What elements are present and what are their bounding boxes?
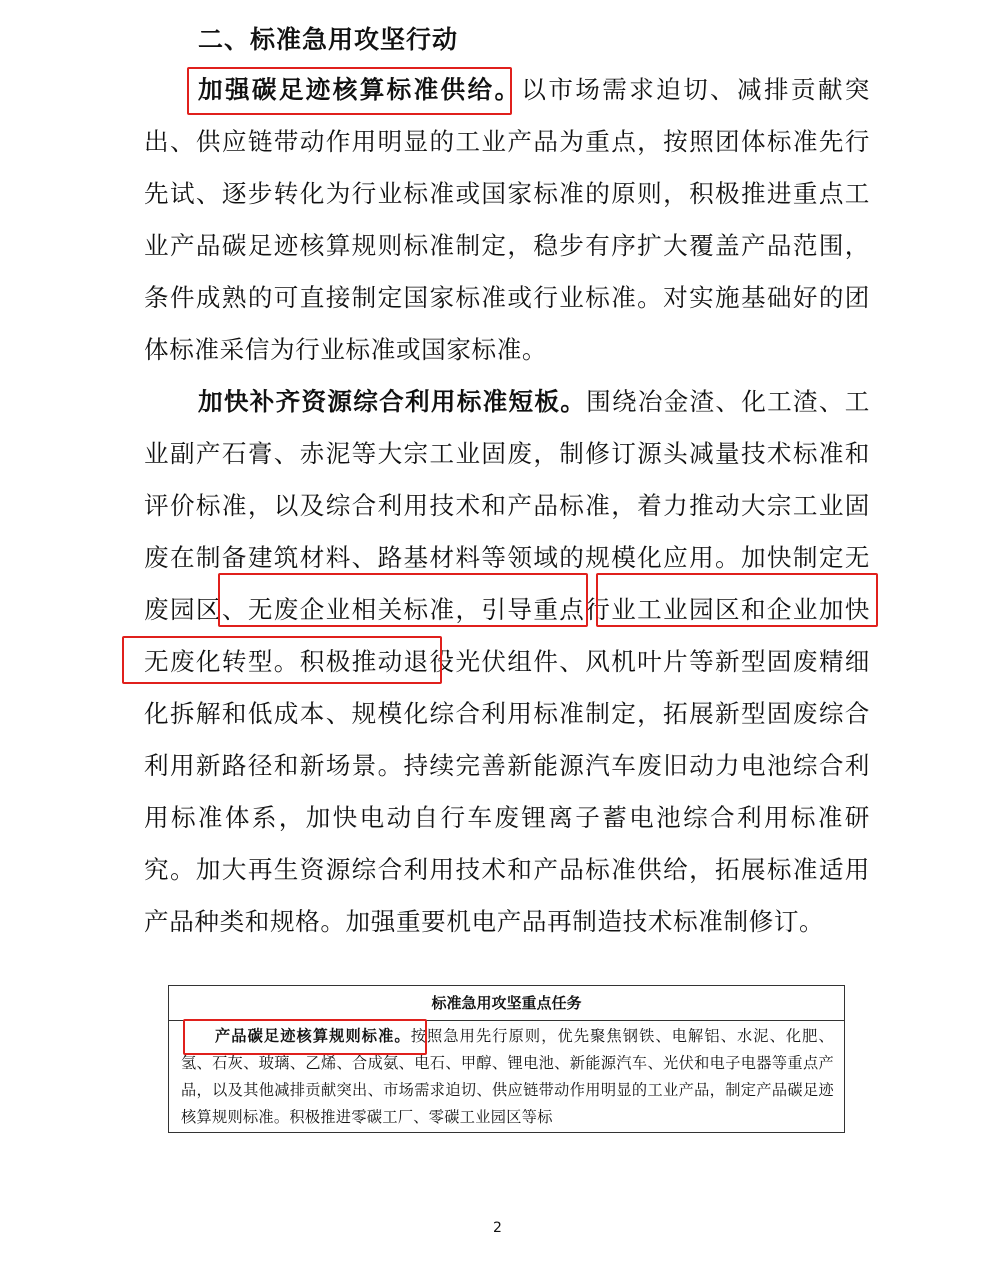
paragraph-lead: 加强碳足迹核算标准供给。: [198, 75, 522, 104]
section-heading: 二、标准急用攻坚行动: [198, 25, 459, 54]
key-tasks-table: [168, 985, 845, 1133]
page-number: 2: [493, 1220, 502, 1236]
paragraph-text: 围绕冶金渣、化工渣、工业副产石膏、赤泥等大宗工业固废，制修订源头减量技术标准和评价标准，以及综合利用技术和产品标准，着力推动大宗工业固废在制备建筑材料、路基材料等领域的规模化应用。加快制定: [144, 387, 870, 572]
table-text: 按照急用先行原则，优先聚焦钢铁、电解铝、水泥、化肥、氢、石灰、玻璃、乙烯、合成氨、电石、甲醇、锂电池、新能源汽车、光伏和电子电器等重点产品，以及其他减排贡献突出、市场需求迫切、供应链带动作用明显的工业产品，制定产品碳足迹核算规则标准。积极推进零碳工厂、零碳工业园区等标: [181, 1027, 834, 1126]
table-body: [169, 1021, 844, 1131]
paragraph-resource-utilization: [144, 376, 870, 948]
body-text: [144, 64, 870, 948]
highlighted-text: 引导重点行业工业园区和企业加快无废化转型。: [144, 595, 870, 676]
table-title: 标准急用攻坚重点任务: [169, 986, 844, 1021]
paragraph-text: 积极推动退役光伏组件、风机叶片等新型固废精细化拆解和低成本、规模化综合利用标准制定，拓展新型固废综合利用新路径和新场景。持续完善新能源汽车废旧动力电池综合利用标准体系，加快电动自行车废锂离子蓄电池综合利用标准研究。加大再生资源综合利用技术和产品标准供给，拓展标准适用产品种类和规格。加强重要机电产品再制造技术标准制修订。: [144, 647, 870, 936]
paragraph-lead: 加快补齐资源综合利用标准短板。: [198, 387, 587, 416]
paragraph-text: 以市场需求迫切、减排贡献突出、供应链带动作用明显的工业产品为重点，按照团体标准先行先试、逐步转化为行业标准或国家标准的原则，积极推进重点工业产品碳足迹核算规则标准制定，稳步有序扩大覆盖产品范围，条件成熟的可直接制定国家标准或行业标准。对实施基础好的团体标准采信为行业标准或国家标准。: [144, 75, 870, 364]
highlighted-text: 无废园区、无废企业相关标准，: [144, 543, 870, 624]
paragraph-carbon-footprint: [144, 64, 870, 376]
table-lead: 产品碳足迹核算规则标准。: [215, 1027, 411, 1045]
